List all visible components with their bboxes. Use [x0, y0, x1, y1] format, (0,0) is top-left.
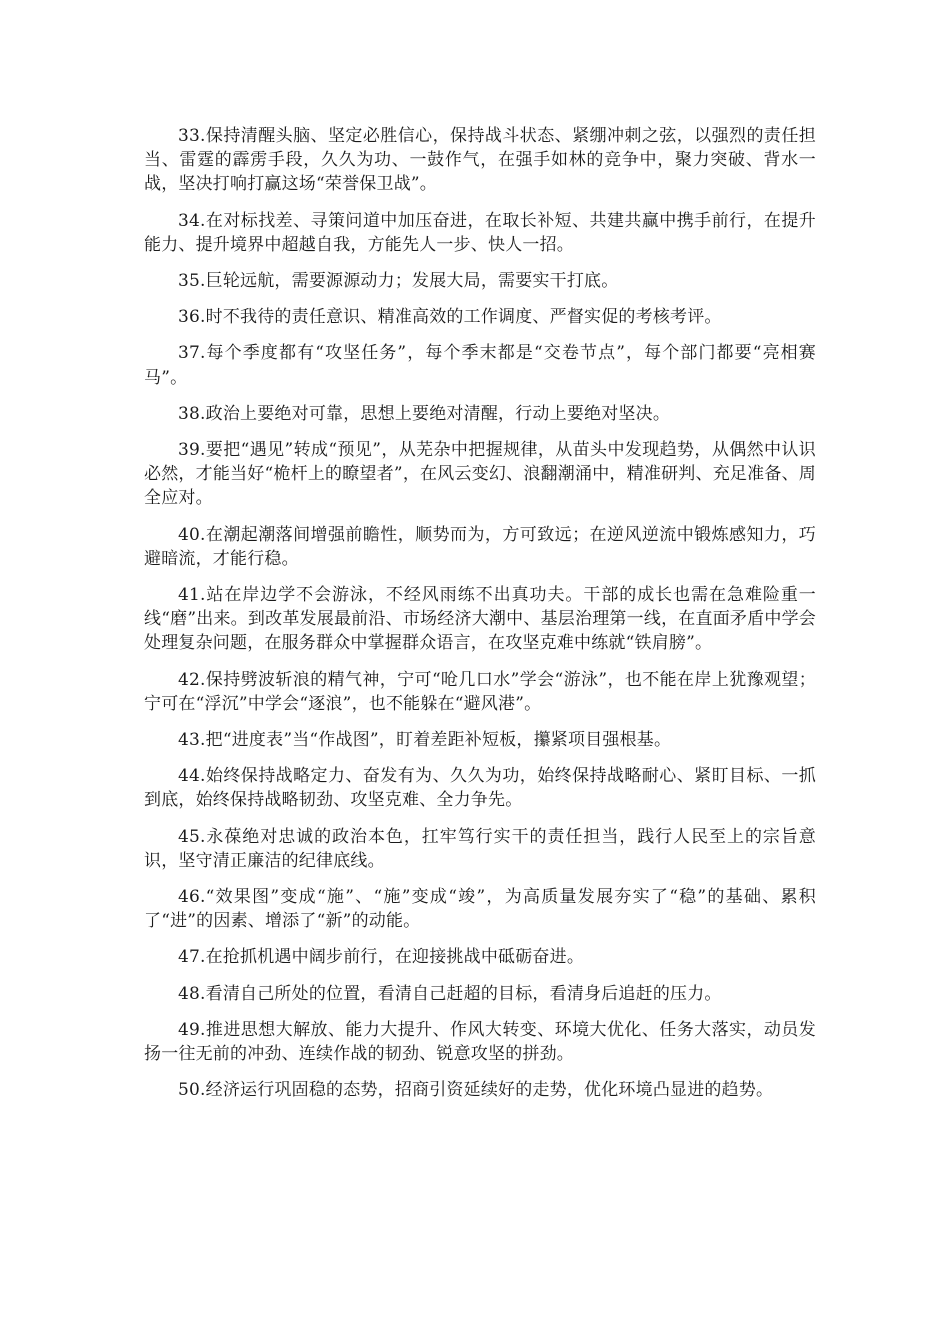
paragraph-40: 40.在潮起潮落间增强前瞻性，顺势而为，方可致远；在逆风逆流中锻炼感知力，巧避暗流，才能行稳。	[144, 524, 816, 569]
paragraph-36: 36.时不我待的责任意识、精准高效的工作调度、严督实促的考核考评。	[178, 307, 722, 328]
paragraph-46: 46.“效果图”变成“施”、“施”变成“竣”，为高质量发展夯实了“稳”的基础、累积了“进”的因素、增添了“新”的动能。	[144, 887, 816, 932]
paragraph-47: 47.在抢抓机遇中阔步前行，在迎接挑战中砥砺奋进。	[178, 947, 585, 968]
paragraph-43: 43.把“进度表”当“作战图”，盯着差距补短板，攥紧项目强根基。	[178, 730, 672, 751]
paragraph-37: 37.每个季度都有“攻坚任务”，每个季末都是“交卷节点”，每个部门都要“亮相赛马”。	[144, 343, 816, 388]
paragraph-33: 33.保持清醒头脑、坚定必胜信心，保持战斗状态、紧绷冲刺之弦，以强烈的责任担当、雷霆的霹雳手段，久久为功、一鼓作气，在强手如林的竞争中，聚力突破、背水一战，坚决打响打赢这场“荣誉保卫战”。	[144, 126, 816, 195]
paragraph-48: 48.看清自己所处的位置，看清自己赶超的目标，看清身后追赶的压力。	[178, 983, 722, 1004]
paragraph-44: 44.始终保持战略定力、奋发有为、久久为功，始终保持战略耐心、紧盯目标、一抓到底，始终保持战略韧劲、攻坚克难、全力争先。	[144, 766, 816, 811]
paragraph-50: 50.经济运行巩固稳的态势，招商引资延续好的走势，优化环境凸显进的趋势。	[178, 1080, 774, 1101]
paragraph-38: 38.政治上要绝对可靠，思想上要绝对清醒，行动上要绝对坚决。	[178, 403, 671, 424]
paragraph-41: 41.站在岸边学不会游泳，不经风雨练不出真功夫。干部的成长也需在急难险重一线“磨”出来。到改革发展最前沿、市场经济大潮中、基层治理第一线，在直面矛盾中学会处理复杂问题，在服务群众中掌握群众语言，在攻坚克难中练就“铁肩膀”。	[144, 585, 816, 654]
paragraph-35: 35.巨轮远航，需要源源动力；发展大局，需要实干打底。	[178, 271, 619, 292]
paragraph-49: 49.推进思想大解放、能力大提升、作风大转变、环境大优化、任务大落实，动员发扬一往无前的冲劲、连续作战的韧劲、锐意攻坚的拼劲。	[144, 1019, 816, 1065]
paragraph-45: 45.永葆绝对忠诚的政治本色，扛牢笃行实干的责任担当，践行人民至上的宗旨意识，坚守清正廉洁的纪律底线。	[144, 826, 816, 871]
paragraph-34: 34.在对标找差、寻策问道中加压奋进，在取长补短、共建共赢中携手前行，在提升能力、提升境界中超越自我，方能先人一步、快人一招。	[144, 210, 816, 255]
paragraph-42: 42.保持劈波斩浪的精气神，宁可“呛几口水”学会“游泳”，也不能在岸上犹豫观望；宁可在“浮沉”中学会“逐浪”，也不能躲在“避风港”。	[144, 669, 816, 714]
paragraph-39: 39.要把“遇见”转成“预见”，从芜杂中把握规律，从苗头中发现趋势，从偶然中认识必然，才能当好“桅杆上的瞭望者”，在风云变幻、浪翻潮涌中，精准研判、充足准备、周全应对。	[144, 440, 816, 509]
document-body	[144, 124, 816, 1115]
